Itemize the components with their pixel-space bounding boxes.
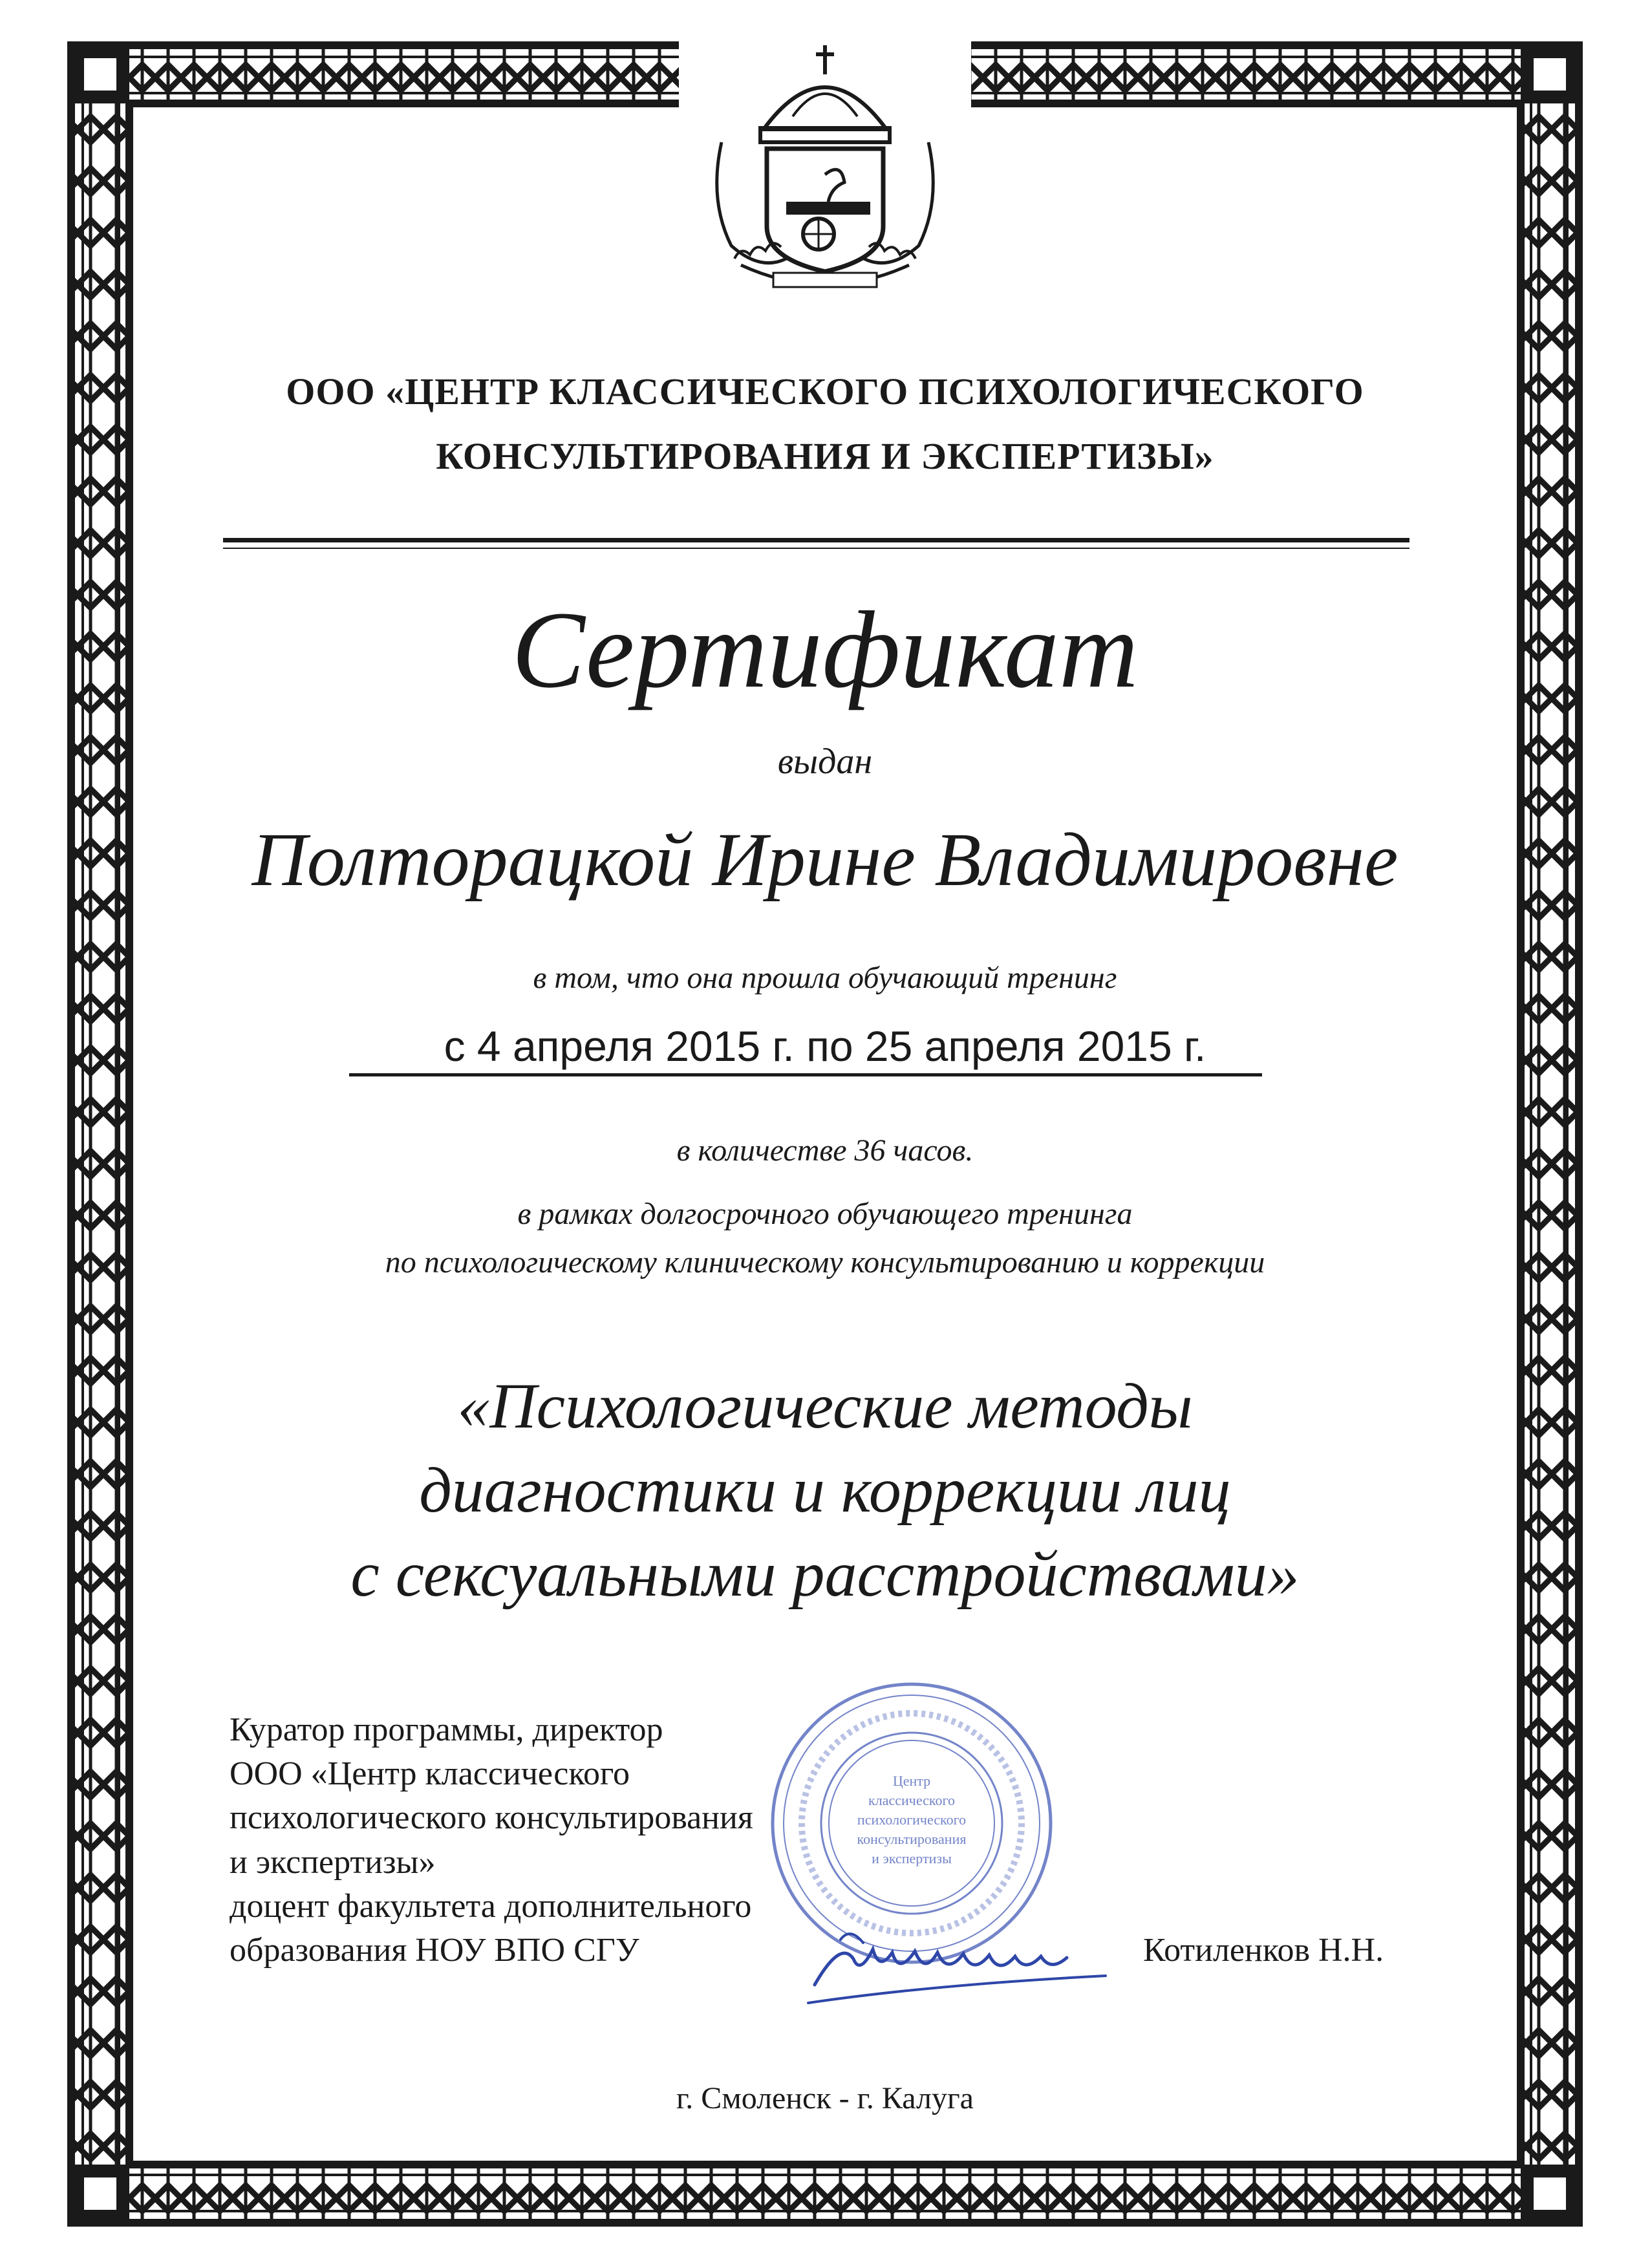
seal-text-line: и экспертизы	[872, 1850, 952, 1867]
training-hours: в количестве 36 часов.	[676, 1133, 974, 1168]
certificate-title: Сертификат	[511, 589, 1139, 711]
organization-name-line-2: КОНСУЛЬТИРОВАНИЯ И ЭКСПЕРТИЗЫ»	[436, 435, 1214, 477]
organization-name-line-1: ООО «ЦЕНТР КЛАССИЧЕСКОГО ПСИХОЛОГИЧЕСКОГО	[286, 370, 1364, 412]
course-title-line-2: диагностики и коррекции лиц	[419, 1454, 1231, 1526]
divider	[223, 538, 1409, 542]
course-title-line-3: с сексуальными расстройствами»	[350, 1538, 1300, 1610]
training-dates: с 4 апреля 2015 г. по 25 апреля 2015 г.	[444, 1022, 1206, 1070]
seal-text-line: классического	[868, 1792, 955, 1808]
seal-text-line: консультирования	[857, 1831, 967, 1847]
curator-line: Куратор программы, директор	[230, 1711, 663, 1748]
smolensk-coat-of-arms-icon	[696, 32, 954, 310]
course-title-line-1: «Психологические методы	[457, 1370, 1193, 1442]
recipient-name: Полторацкой Ирине Владимировне	[252, 817, 1398, 902]
signer-name: Котиленков Н.Н.	[1143, 1932, 1384, 1969]
dates-underline	[349, 1073, 1262, 1076]
completion-statement: в том, что она прошла обучающий тренинг	[533, 961, 1117, 995]
curator-line: образования НОУ ВПО СГУ	[230, 1932, 639, 1969]
divider	[223, 548, 1409, 549]
issued-label: выдан	[777, 742, 873, 782]
signature-icon	[802, 1914, 1112, 2011]
seal-text-line: Центр	[892, 1773, 931, 1789]
curator-line: и экспертизы»	[230, 1844, 436, 1881]
curator-line: психологического консультирования	[230, 1799, 753, 1836]
curator-line: доцент факультета дополнительного	[230, 1888, 752, 1925]
program-framework-line-2: по психологическому клиническому консультированию и коррекции	[385, 1245, 1265, 1279]
curator-line: ООО «Центр классического	[230, 1755, 630, 1792]
city-line: г. Смоленск - г. Калуга	[676, 2081, 974, 2115]
seal-text-line: психологического	[857, 1812, 967, 1828]
program-framework-line-1: в рамках долгосрочного обучающего тренинга	[517, 1197, 1133, 1231]
